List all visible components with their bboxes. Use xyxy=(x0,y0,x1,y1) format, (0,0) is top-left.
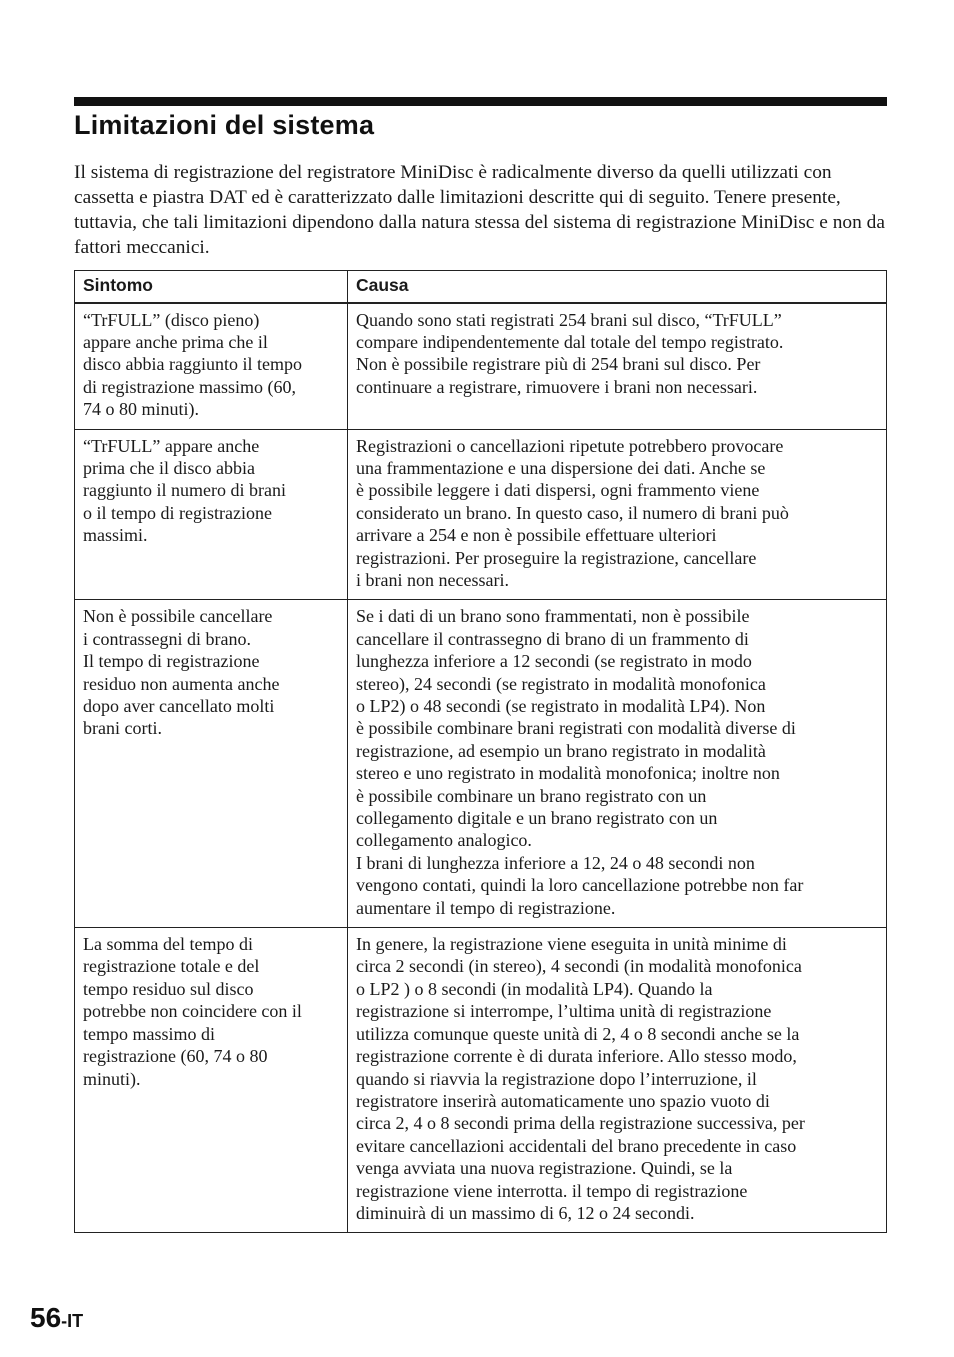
page-number xyxy=(30,1302,83,1334)
symptom-text: Non è possibile cancellare i contrassegni di brano. Il tempo di registrazione residuo non aumenta anche dopo aver cancellato molti brani corti. xyxy=(83,606,280,739)
symptom-cell xyxy=(75,429,348,600)
page-number-value: 56 xyxy=(30,1302,62,1333)
table-header-row xyxy=(75,271,887,303)
table-row xyxy=(75,928,887,1233)
header-cause: Causa xyxy=(348,271,887,303)
cause-cell xyxy=(348,928,887,1233)
cause-text: In genere, la registrazione viene eseguita in unità minime di circa 2 secondi (in stereo), 4 secondi (in modalità monofonica o LP2 ) o 8 secondi (in modalità LP4). Quando la registrazione si interrompe, l’ultima unità di registrazione utilizza comunque queste unità di 2, 4 o 8 secondi anche se la registrazione corrente è di durata inferiore. Allo stesso modo, quando si riavvia la registrazione dopo l’interruzione, il registratore inserirà automaticamente uno spazio vuoto di circa 2, 4 o 8 secondi prima della registrazione successiva, per evitare cancellazioni accidentali del brano precedente in caso venga avviata una nuova registrazione. Quindi, se la registrazione viene interrotta. il tempo di registrazione diminuirà di un massimo di 6, 12 o 24 secondi. xyxy=(356,934,805,1223)
cause-text: Registrazioni o cancellazioni ripetute potrebbero provocare una frammentazione e una dispersione dei dati. Anche se è possibile leggere i dati dispersi, ogni frammento viene considerato un brano. In questo caso, il numero di brani può arrivare a 254 e non è possibile effettuare ulteriori registrazioni. Per proseguire la registrazione, cancellare i brani non necessari. xyxy=(356,435,789,590)
symptom-cell xyxy=(75,928,348,1233)
symptom-text: “TrFULL” (disco pieno) appare anche prima che il disco abbia raggiunto il tempo di registrazione massimo (60, 74 o 80 minuti). xyxy=(83,309,302,420)
symptom-text: “TrFULL” appare anche prima che il disco abbia raggiunto il numero di brani o il tempo di registrazione massimi. xyxy=(83,435,286,546)
page-language-suffix: -IT xyxy=(61,1311,84,1331)
page-title: Limitazioni del sistema xyxy=(74,110,375,140)
table-row xyxy=(75,600,887,928)
limitations-table xyxy=(74,270,887,1233)
cause-cell xyxy=(348,429,887,600)
symptom-cell xyxy=(75,600,348,928)
cause-cell xyxy=(348,303,887,430)
intro-paragraph: Il sistema di registrazione del registratore MiniDisc è radicalmente diverso da quelli utilizzati con cassetta e piastra DAT ed è caratterizzato dalle limitazioni descritte qui di seguito. Tenere presente, tuttavia, che tali limitazioni dipendono dalla natura stessa del sistema di registrazione MiniDisc e non da fattori meccanici. xyxy=(74,162,885,258)
header-symptom: Sintomo xyxy=(75,271,348,303)
section-rule xyxy=(74,97,887,106)
cause-cell xyxy=(348,600,887,928)
cause-text: Quando sono stati registrati 254 brani sul disco, “TrFULL” compare indipendentemente dal totale del tempo registrato. Non è possibile registrare più di 254 brani sul disco. Per continuare a registrare, rimuovere i brani non necessari. xyxy=(356,309,784,397)
cause-text: Se i dati di un brano sono frammentati, non è possibile cancellare il contrassegno di brano di un frammento di lunghezza inferiore a 12 secondi (se registrato in modo stereo), 24 secondi (se registrato in modalità monofonica o LP2) o 48 secondi (se registrato in modalità LP4). Non è possibile combinare brani registrati con modalità diverse di registrazione, ad esempio un brano registrato in modalità stereo e uno registrato in modalità monofonica; inoltre non è possibile combinare un brano registrato con un collegamento digitale e un brano registrato con un collegamento analogico. I brani di lunghezza inferiore a 12, 24 o 48 secondi non vengono contati, quindi la loro cancellazione potrebbe non far aumentare il tempo di registrazione. xyxy=(356,606,804,918)
table-row xyxy=(75,429,887,600)
table-row xyxy=(75,303,887,430)
symptom-text: La somma del tempo di registrazione totale e del tempo residuo sul disco potrebbe non coincidere con il tempo massimo di registrazione (60, 74 o 80 minuti). xyxy=(83,934,302,1089)
symptom-cell xyxy=(75,303,348,430)
